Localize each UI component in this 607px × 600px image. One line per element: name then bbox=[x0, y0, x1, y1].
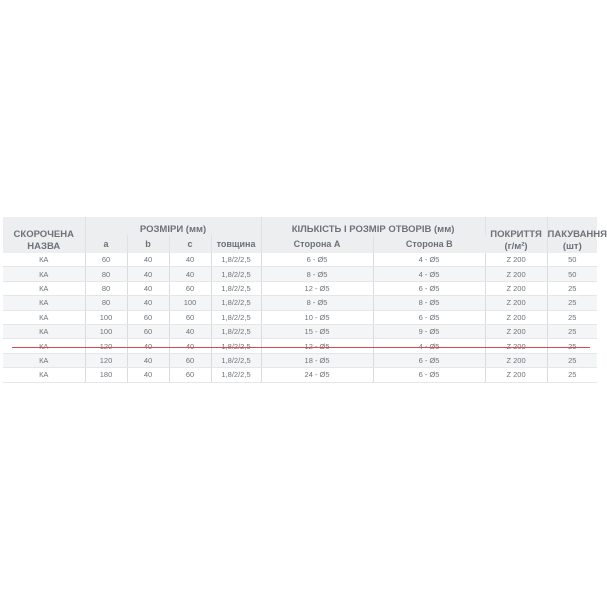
table-row bbox=[3, 253, 597, 267]
side-b-cell: 8 - Ø5 bbox=[373, 296, 485, 310]
table-row bbox=[3, 353, 597, 367]
side-b-cell: 9 - Ø5 bbox=[373, 324, 485, 338]
side-a-cell: 24 - Ø5 bbox=[261, 368, 373, 382]
header-a: a bbox=[85, 235, 127, 253]
packing-cell: 25 bbox=[547, 353, 597, 367]
name-cell: КА bbox=[3, 253, 85, 267]
highlight-line bbox=[12, 347, 590, 348]
table-row bbox=[3, 281, 597, 295]
side-b-cell: 4 - Ø5 bbox=[373, 253, 485, 267]
table-header bbox=[3, 217, 607, 253]
side-a-cell: 6 - Ø5 bbox=[261, 253, 373, 267]
packing-cell: 25 bbox=[547, 296, 597, 310]
b-cell: 40 bbox=[127, 267, 169, 281]
table-row bbox=[3, 310, 597, 324]
b-cell: 40 bbox=[127, 368, 169, 382]
thickness-cell: 1,8/2/2,5 bbox=[211, 281, 261, 295]
side-b-cell: 4 - Ø5 bbox=[373, 267, 485, 281]
packing-cell: 50 bbox=[547, 253, 597, 267]
name-cell: КА bbox=[3, 310, 85, 324]
c-cell: 60 bbox=[169, 281, 211, 295]
a-cell: 60 bbox=[85, 253, 127, 267]
packing-cell: 25 bbox=[547, 368, 597, 382]
header-dimensions: РОЗМІРИ (мм) bbox=[85, 217, 261, 235]
side-a-cell: 8 - Ø5 bbox=[261, 267, 373, 281]
side-b-cell: 6 - Ø5 bbox=[373, 368, 485, 382]
name-cell: КА bbox=[3, 353, 85, 367]
c-cell: 40 bbox=[169, 253, 211, 267]
header-b: b bbox=[127, 235, 169, 253]
thickness-cell: 1,8/2/2,5 bbox=[211, 368, 261, 382]
table-row bbox=[3, 267, 597, 281]
side-a-cell: 8 - Ø5 bbox=[261, 296, 373, 310]
side-a-cell: 12 - Ø5 bbox=[261, 281, 373, 295]
a-cell: 80 bbox=[85, 296, 127, 310]
packing-cell: 50 bbox=[547, 267, 597, 281]
c-cell: 60 bbox=[169, 310, 211, 324]
header-c: c bbox=[169, 235, 211, 253]
coating-cell: Z 200 bbox=[485, 296, 547, 310]
header-packing: ПАКУВАННЯ (шт) bbox=[547, 217, 597, 253]
packing-cell: 25 bbox=[547, 310, 597, 324]
b-cell: 40 bbox=[127, 281, 169, 295]
table-row bbox=[3, 368, 597, 382]
packing-cell: 25 bbox=[547, 281, 597, 295]
a-cell: 100 bbox=[85, 310, 127, 324]
b-cell: 60 bbox=[127, 310, 169, 324]
a-cell: 100 bbox=[85, 324, 127, 338]
coating-cell: Z 200 bbox=[485, 353, 547, 367]
coating-cell: Z 200 bbox=[485, 281, 547, 295]
coating-cell: Z 200 bbox=[485, 310, 547, 324]
side-b-cell: 6 - Ø5 bbox=[373, 353, 485, 367]
b-cell: 40 bbox=[127, 296, 169, 310]
name-cell: КА bbox=[3, 368, 85, 382]
side-a-cell: 18 - Ø5 bbox=[261, 353, 373, 367]
a-cell: 80 bbox=[85, 267, 127, 281]
header-coating: ПОКРИТТЯ (г/м²) bbox=[485, 217, 547, 253]
b-cell: 60 bbox=[127, 324, 169, 338]
a-cell: 80 bbox=[85, 281, 127, 295]
coating-cell: Z 200 bbox=[485, 267, 547, 281]
header-side-a: Сторона А bbox=[261, 235, 373, 253]
c-cell: 100 bbox=[169, 296, 211, 310]
spec-table-container bbox=[3, 217, 607, 383]
name-cell: КА bbox=[3, 324, 85, 338]
thickness-cell: 1,8/2/2,5 bbox=[211, 310, 261, 324]
header-side-b: Сторона В bbox=[373, 235, 485, 253]
side-a-cell: 10 - Ø5 bbox=[261, 310, 373, 324]
header-thickness: товщина bbox=[211, 235, 261, 253]
coating-cell: Z 200 bbox=[485, 253, 547, 267]
a-cell: 180 bbox=[85, 368, 127, 382]
thickness-cell: 1,8/2/2,5 bbox=[211, 324, 261, 338]
b-cell: 40 bbox=[127, 353, 169, 367]
coating-cell: Z 200 bbox=[485, 324, 547, 338]
table-body bbox=[3, 253, 597, 382]
c-cell: 40 bbox=[169, 267, 211, 281]
thickness-cell: 1,8/2/2,5 bbox=[211, 267, 261, 281]
header-name: СКОРОЧЕНА НАЗВА bbox=[3, 217, 85, 253]
name-cell: КА bbox=[3, 281, 85, 295]
c-cell: 60 bbox=[169, 353, 211, 367]
c-cell: 40 bbox=[169, 324, 211, 338]
spec-table bbox=[3, 217, 607, 383]
name-cell: КА bbox=[3, 267, 85, 281]
table-row bbox=[3, 324, 597, 338]
b-cell: 40 bbox=[127, 253, 169, 267]
thickness-cell: 1,8/2/2,5 bbox=[211, 253, 261, 267]
packing-cell: 25 bbox=[547, 324, 597, 338]
side-a-cell: 15 - Ø5 bbox=[261, 324, 373, 338]
table-row bbox=[3, 296, 597, 310]
thickness-cell: 1,8/2/2,5 bbox=[211, 296, 261, 310]
name-cell: КА bbox=[3, 296, 85, 310]
side-b-cell: 6 - Ø5 bbox=[373, 281, 485, 295]
a-cell: 120 bbox=[85, 353, 127, 367]
c-cell: 60 bbox=[169, 368, 211, 382]
header-holes: КІЛЬКІСТЬ І РОЗМІР ОТВОРІВ (мм) bbox=[261, 217, 485, 235]
side-b-cell: 6 - Ø5 bbox=[373, 310, 485, 324]
coating-cell: Z 200 bbox=[485, 368, 547, 382]
thickness-cell: 1,8/2/2,5 bbox=[211, 353, 261, 367]
